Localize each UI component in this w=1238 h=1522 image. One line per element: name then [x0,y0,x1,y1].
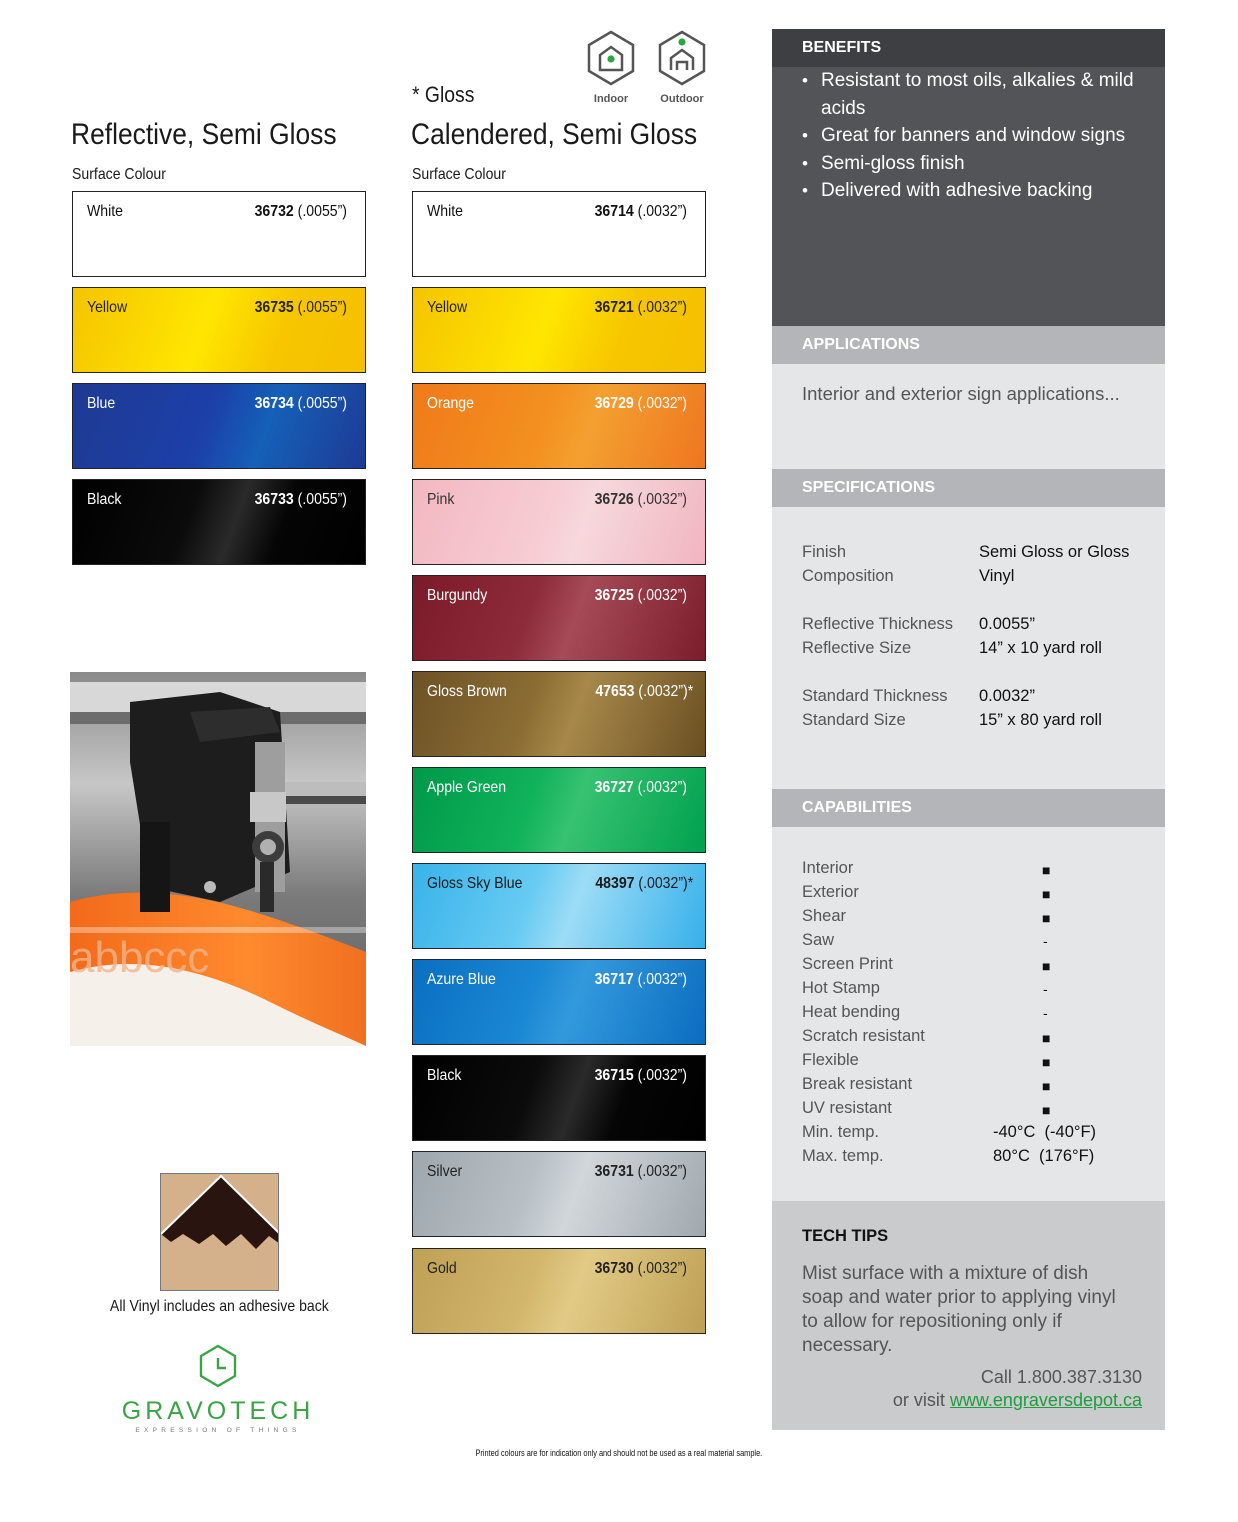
indoor-label: Indoor [593,93,629,105]
swatch-name: White [427,203,463,220]
capability-value: ■ [1042,1054,1051,1070]
swatch-name: Yellow [427,299,468,316]
benefit-item: • Resistant to most oils, alkalies & mild acids [802,67,1145,122]
applications-panel [772,364,1165,469]
swatch-code: 36715 (.0032”) [594,1067,687,1084]
capability-label: Flexible [802,1051,859,1069]
benefits-list [772,67,1165,205]
outdoor-icon [657,30,707,86]
capability-label: Break resistant [802,1075,913,1093]
swatch-name: Black [87,491,122,508]
swatch-code: 48397 (.0032”)* [595,875,693,892]
capability-value: - [1043,981,1048,997]
capability-value: ■ [1042,886,1051,902]
spec-value: 15” x 80 yard roll [979,711,1102,729]
swatch-calendered-gloss-brown [412,671,706,757]
swatch-calendered-azure-blue [412,959,706,1045]
reflective-title: Reflective, Semi Gloss [71,118,337,151]
swatch-reflective-yellow [72,287,366,373]
swatch-code: 36714 (.0032”) [594,203,687,220]
spec-value: 0.0055” [979,615,1035,633]
swatch-name: Gold [427,1260,457,1277]
swatch-code: 36730 (.0032”) [594,1260,687,1277]
calendered-title: Calendered, Semi Gloss [411,118,698,151]
swatch-code: 36732 (.0055”) [254,203,347,220]
website-link[interactable]: www.engraversdepot.ca [949,1390,1142,1410]
capability-value: ■ [1042,1102,1051,1118]
spec-value: Semi Gloss or Gloss [979,543,1130,561]
benefit-item: • Semi-gloss finish [802,150,1145,178]
capability-label: Exterior [802,883,859,901]
capability-value: - [1043,1005,1048,1021]
spec-label: Standard Size [802,711,906,729]
outdoor-badge [655,30,709,105]
visit-line: or visit www.engraversdepot.ca [892,1390,1142,1410]
swatch-name: Gloss Sky Blue [427,875,523,892]
swatch-name: White [87,203,123,220]
spec-value: 14” x 10 yard roll [979,639,1102,657]
benefit-item: • Great for banners and window signs [802,122,1145,150]
gravotech-tagline: EXPRESSION OF THINGS [135,1427,301,1434]
benefits-heading: BENEFITS [772,29,1165,67]
benefits-panel [772,67,1165,326]
spec-label: Reflective Size [802,639,912,657]
gravotech-logo-icon [198,1344,238,1388]
swatch-calendered-gold [412,1248,706,1334]
swatch-name: Yellow [87,299,128,316]
tech-tips-text: Mist surface with a mixture of dish soap and water prior to applying vinyl to allow for repositioning only if necessary. [802,1263,1116,1356]
swatch-calendered-gloss-sky-blue [412,863,706,949]
swatch-code: 36733 (.0055”) [254,491,347,508]
swatch-code: 36734 (.0055”) [254,395,347,412]
capability-label: Shear [802,907,847,925]
swatch-name: Apple Green [427,779,507,796]
swatch-reflective-black [72,479,366,565]
swatch-name: Orange [427,395,474,412]
swatch-calendered-apple-green [412,767,706,853]
swatch-code: 36721 (.0032”) [594,299,687,316]
capabilities-heading: CAPABILITIES [772,789,1165,827]
specifications-panel [772,507,1165,789]
swatch-name: Silver [427,1163,463,1180]
capability-value: -40°C (-40°F) [993,1123,1097,1141]
call-number: Call 1.800.387.3130 [980,1367,1142,1387]
outdoor-label: Outdoor [660,93,704,105]
swatch-name: Pink [427,491,455,508]
capability-label: UV resistant [802,1099,892,1117]
swatch-calendered-white [412,191,706,277]
capability-label: Scratch resistant [802,1027,925,1045]
swatch-calendered-black [412,1055,706,1141]
calendered-surface-colour-label: Surface Colour [412,166,506,183]
vinyl-cutter-photo [70,672,366,1046]
applications-text: Interior and exterior sign applications... [802,383,1120,404]
swatch-code: 36729 (.0032”) [594,395,687,412]
svg-text:abbccc: abbccc [70,933,210,982]
swatch-name: Burgundy [427,587,488,604]
capability-value: ■ [1042,958,1051,974]
applications-heading: APPLICATIONS [772,326,1165,364]
swatch-reflective-white [72,191,366,277]
spec-label: Reflective Thickness [802,615,954,633]
capability-label: Max. temp. [802,1147,884,1165]
spec-value: 0.0032” [979,687,1035,705]
capability-value: 80°C (176°F) [993,1147,1095,1165]
swatch-calendered-orange [412,383,706,469]
swatch-code: 36727 (.0032”) [594,779,687,796]
capability-label: Interior [802,859,854,877]
capability-value: ■ [1042,1030,1051,1046]
benefit-item: • Delivered with adhesive backing [802,177,1145,205]
capability-value: ■ [1042,1078,1051,1094]
indoor-icon [586,30,636,86]
capability-value: ■ [1042,862,1051,878]
gravotech-wordmark: GRAVOTECH [121,1397,315,1425]
spec-label: Standard Thickness [802,687,948,705]
swatch-calendered-burgundy [412,575,706,661]
capability-label: Saw [802,931,835,949]
swatch-code: 36725 (.0032”) [594,587,687,604]
capability-value: - [1043,933,1048,949]
tech-tips-heading: TECH TIPS [802,1227,889,1245]
capability-label: Screen Print [802,955,893,973]
capabilities-panel [772,827,1165,1201]
adhesive-back-sample [160,1173,279,1291]
adhesive-caption: All Vinyl includes an adhesive back [109,1298,329,1315]
swatch-reflective-blue [72,383,366,469]
gravotech-logo [118,1344,318,1434]
swatch-code: 47653 (.0032”)* [595,683,693,700]
spec-label: Finish [802,543,847,561]
swatch-name: Blue [87,395,116,412]
tech-tips-panel [772,1201,1165,1430]
swatch-code: 36726 (.0032”) [594,491,687,508]
capability-label: Heat bending [802,1003,901,1021]
swatch-code: 36731 (.0032”) [594,1163,687,1180]
swatch-calendered-silver [412,1151,706,1237]
swatch-calendered-yellow [412,287,706,373]
specifications-heading: SPECIFICATIONS [772,469,1165,507]
swatch-calendered-pink [412,479,706,565]
swatch-name: Gloss Brown [427,683,507,700]
gloss-note: * Gloss [412,82,475,107]
spec-label: Composition [802,567,894,585]
reflective-surface-colour-label: Surface Colour [72,166,166,183]
capability-label: Min. temp. [802,1123,880,1141]
capability-label: Hot Stamp [802,979,880,997]
swatch-code: 36717 (.0032”) [594,971,687,988]
footnote: Printed colours are for indication only and should not be used as a real material sample. [475,1448,763,1458]
swatch-name: Azure Blue [427,971,496,988]
swatch-name: Black [427,1067,462,1084]
spec-value: Vinyl [979,567,1015,585]
swatch-code: 36735 (.0055”) [254,299,347,316]
vinyl-cutter-illustration [70,672,366,1046]
indoor-badge [584,30,638,105]
capability-value: ■ [1042,910,1051,926]
